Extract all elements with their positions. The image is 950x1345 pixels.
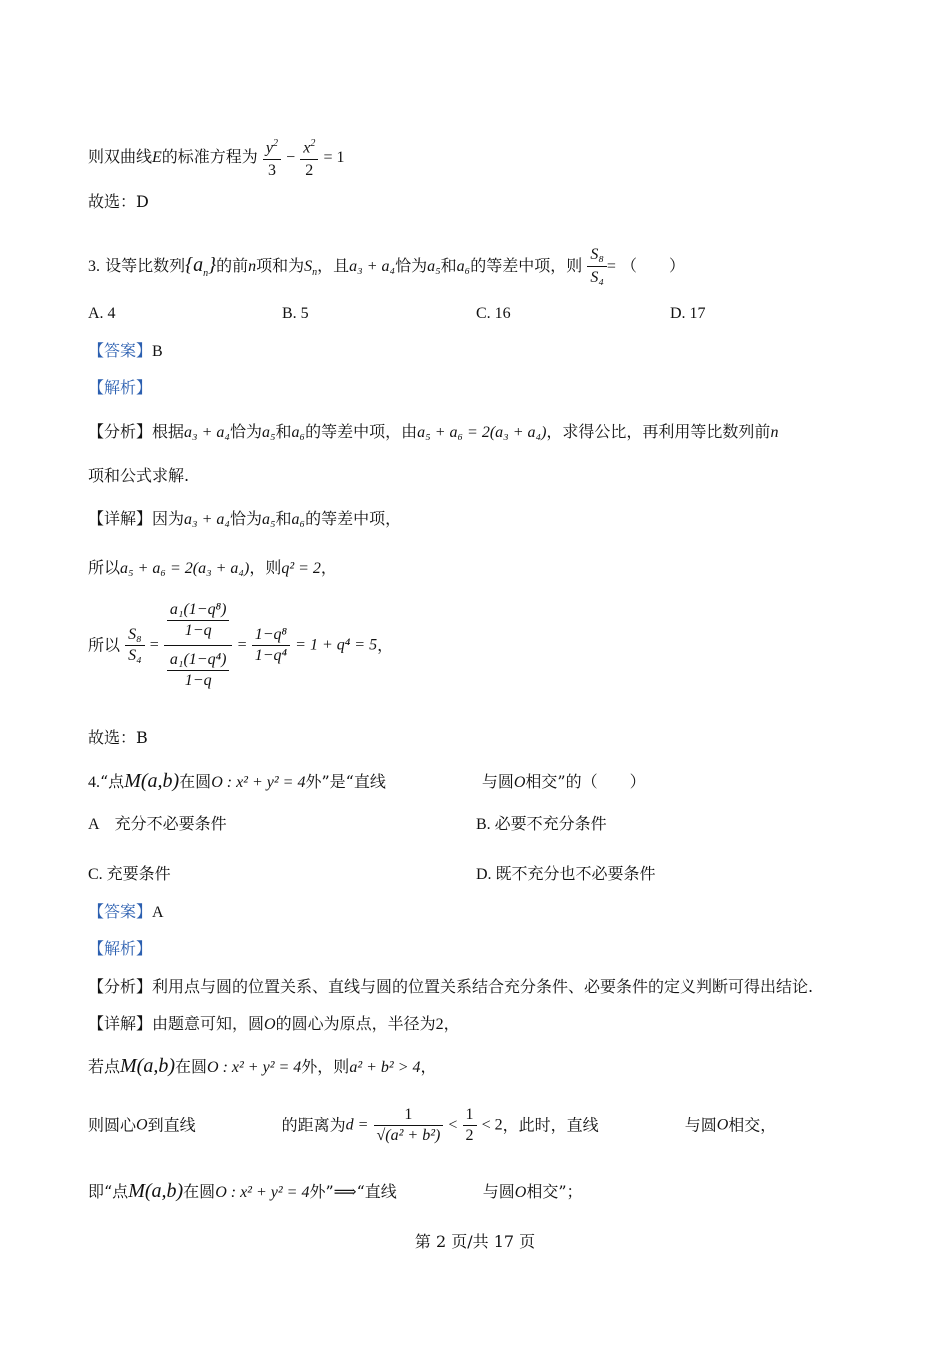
detail-4-line3: 则圆心O到直线 的距离为d = $\frac{1}{\text{√(a² + b²)}}$ < $\frac{1}{2}$ < 2，此时，直线 与圆O相交， [88,1106,777,1144]
option-4b: B. 必要不充分条件 [476,816,607,833]
analysis-3-label: 【解析】 [88,378,153,397]
detail-4-line4: 即“点M(a,b)在圆O : x² + y² = 4外”⟹“直线 与圆O相交”； [88,1180,583,1202]
fraction-y2-3: $\frac{y^2}{3}$ [263,133,281,182]
choice-d-line: 故选：D [88,192,149,211]
option-4d: D. 既不充分也不必要条件 [476,866,656,883]
distance-fraction: $\frac{1}{\text{√(a² + b²)}}$ [374,1105,444,1146]
question-4: 4.“点M(a,b)在圆O : x² + y² = 4外”是“直线 与圆O相交”的（ ） [88,770,646,792]
detail-4-line2: 若点M(a,b)在圆O : x² + y² = 4外，则a² + b² > 4， [88,1055,437,1077]
detail-3-line2: 所以a₅ + a₆ = 2(a₃ + a₄)，则q² = 2， [88,558,337,577]
analysis-3-line2: 项和公式求解. [88,466,190,485]
option-4c: C. 充要条件 [88,866,171,883]
fraction-q8-q4: $\frac{\text{1−q⁸}}{\text{1−q⁴}}$ [252,625,290,666]
detail-4-line1: 【详解】由题意可知，圆O的圆心为原点，半径为2， [88,1014,460,1033]
option-c: C. 16 [476,305,511,322]
analysis-4-line: 【分析】利用点与圆的位置关系、直线与圆的位置关系结合充分条件、必要条件的定义判断可得出结论. [88,977,814,996]
detail-3-fraction: 所以 $\frac{\text{S₈}}{\text{S₄}}$ = $\frac{\frac{\text{a₁(1−q⁸)}}{1-q}}{\frac{\text{a₁(1−q⁴)}}{1-q}}$ = $\frac{\text{1−q⁸}}{\text{1−q⁴}}$ = 1 + q⁴ = 5， [88,601,394,689]
analysis-4-label: 【解析】 [88,939,153,958]
fraction-x2-2: $\frac{x^2}{2}$ [300,133,318,182]
fraction-s8-s4-left: $\frac{\text{S₈}}{\text{S₄}}$ [125,625,145,666]
option-d: D. 17 [670,305,706,322]
choice-b-line: 故选：B [88,728,148,747]
detail-3-line1: 【详解】因为a₃ + a₄恰为a₅和a₆的等差中项， [88,509,402,528]
answer-3: 【答案】B [88,341,163,360]
half-fraction: $\frac{1}{2}$ [463,1105,477,1146]
page-footer: 第 2 页/共 17 页 [414,1232,536,1251]
compound-fraction: $\frac{\frac{\text{a₁(1−q⁸)}}{1-q}}{\frac{\text{a₁(1−q⁴)}}{1-q}}$ [164,600,233,691]
option-b: B. 5 [282,305,309,322]
analysis-3-line1: 【分析】根据a₃ + a₄恰为a₅和a₆的等差中项，由a₅ + a₆ = 2(a₃ + a₄)，求得公比，再利用等比数列前n [88,422,779,441]
var-e: E [152,149,162,167]
option-4a: A 充分不必要条件 [88,816,227,833]
hyperbola-equation-line: 则双曲线E的标准方程为 $\frac{y^2}{3}$ − $\frac{x^2}{2}$ = 1 [88,133,344,182]
option-a: A. 4 [88,305,116,322]
fraction-s8-s4: $\frac{\text{S₈}}{\text{S₄}}$ [587,244,607,289]
answer-4: 【答案】A [88,902,164,921]
question-3: 3. 设等比数列$\{a_n\}$的前n项和为$S_n$，且a₃ + a₄恰为a₅和a₆的等差中项，则 $\frac{\text{S₈}}{\text{S₄}}$ = （ ） [88,244,685,289]
